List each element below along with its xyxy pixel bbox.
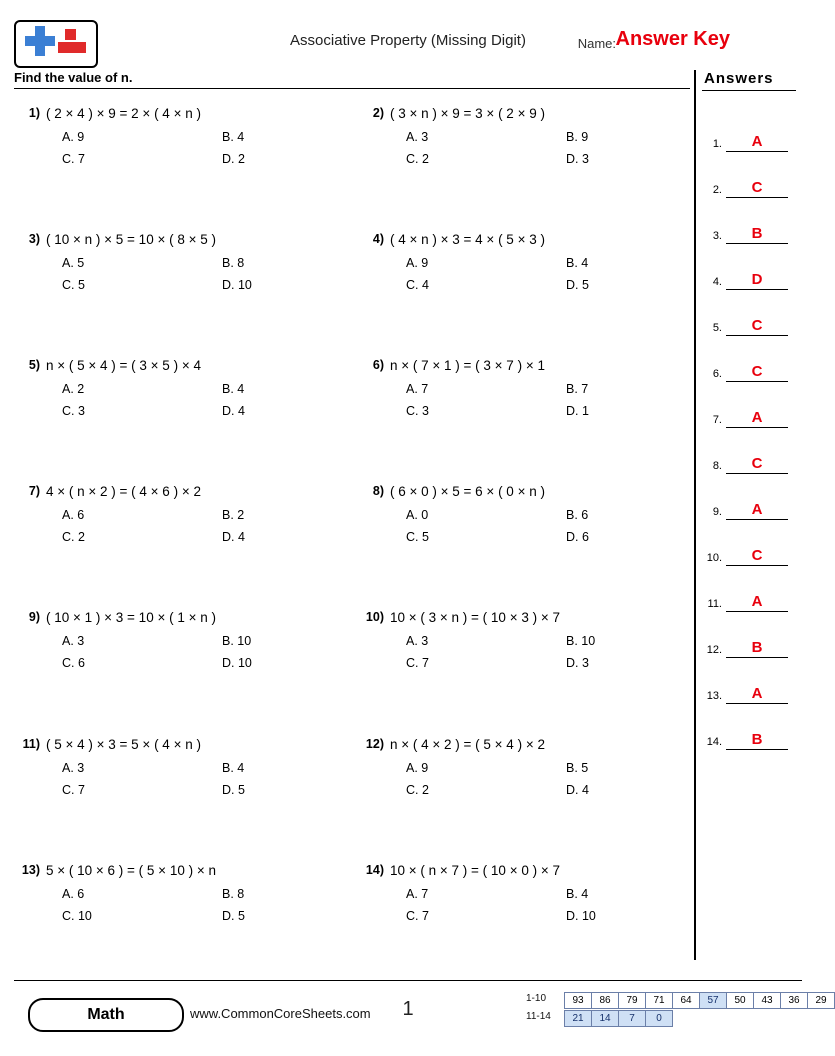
answer-row <box>700 246 800 290</box>
choice-d[interactable]: D. 4 <box>566 783 589 797</box>
page-title: Associative Property (Missing Digit) <box>290 32 526 49</box>
choice-d[interactable]: D. 3 <box>566 656 589 670</box>
answer-index: 12. <box>706 644 722 656</box>
choice-b[interactable]: B. 10 <box>222 634 252 648</box>
scale-cell-highlighted: 7 <box>618 1010 646 1027</box>
answer-row <box>700 614 800 658</box>
choice-d[interactable]: D. 10 <box>222 656 252 670</box>
answer-value: A <box>751 685 763 702</box>
choice-a[interactable]: A. 3 <box>62 761 85 775</box>
answer-index: 3. <box>712 230 722 242</box>
choice-a[interactable]: A. 3 <box>406 634 429 648</box>
answers-title: Answers <box>704 70 774 87</box>
problem-number: 2) <box>372 106 384 120</box>
choice-c[interactable]: C. 6 <box>62 656 85 670</box>
choice-a[interactable]: A. 9 <box>62 130 85 144</box>
scale-cell: 64 <box>672 992 700 1009</box>
answer-row <box>700 706 800 750</box>
choice-c[interactable]: C. 2 <box>406 152 429 166</box>
choice-c[interactable]: C. 7 <box>62 152 85 166</box>
problem-equation: 5 × ( 10 × 6 ) = ( 5 × 10 ) × n <box>46 863 216 878</box>
choice-d[interactable]: D. 10 <box>222 278 252 292</box>
choice-d[interactable]: D. 5 <box>222 783 245 797</box>
answer-key-badge: Answer Key <box>615 28 730 50</box>
choice-list <box>54 761 344 805</box>
problem-equation: 10 × ( n × 7 ) = ( 10 × 0 ) × 7 <box>390 863 560 878</box>
answer-row <box>700 522 800 566</box>
choice-a[interactable]: A. 7 <box>406 887 429 901</box>
scale-cell-highlighted: 57 <box>699 992 727 1009</box>
choice-a[interactable]: A. 6 <box>62 887 85 901</box>
scale-row-label: 1-10 <box>526 993 547 1004</box>
choice-b[interactable]: B. 4 <box>566 256 589 270</box>
problem-number: 9) <box>28 610 40 624</box>
choice-list <box>398 634 688 678</box>
answer-row <box>700 476 800 520</box>
choice-b[interactable]: B. 9 <box>566 130 589 144</box>
problem-number: 3) <box>28 232 40 246</box>
scale-cell-highlighted: 0 <box>645 1010 673 1027</box>
answer-index: 11. <box>707 598 722 610</box>
scale-cell: 50 <box>726 992 754 1009</box>
answer-value: A <box>751 133 763 150</box>
problem-equation: n × ( 5 × 4 ) = ( 3 × 5 ) × 4 <box>46 358 201 373</box>
choice-a[interactable]: A. 3 <box>406 130 429 144</box>
scale-cells <box>564 1010 672 1027</box>
problem-equation: ( 10 × 1 ) × 3 = 10 × ( 1 × n ) <box>46 610 216 625</box>
choice-b[interactable]: B. 5 <box>566 761 589 775</box>
problem-number: 6) <box>372 358 384 372</box>
problem-number: 14) <box>365 863 384 877</box>
problem-number: 12) <box>365 737 384 751</box>
answer-index: 8. <box>712 460 722 472</box>
choice-list <box>54 634 344 678</box>
answer-index: 10. <box>706 552 722 564</box>
problem-equation: ( 5 × 4 ) × 3 = 5 × ( 4 × n ) <box>46 737 201 752</box>
answer-index: 14. <box>706 736 722 748</box>
problem-number: 8) <box>372 484 384 498</box>
choice-list <box>398 382 688 426</box>
problem-number: 13) <box>21 863 40 877</box>
choice-d[interactable]: D. 6 <box>566 530 589 544</box>
choice-b[interactable]: B. 4 <box>222 761 245 775</box>
problem-equation: n × ( 4 × 2 ) = ( 5 × 4 ) × 2 <box>390 737 545 752</box>
choice-b[interactable]: B. 6 <box>566 508 589 522</box>
choice-b[interactable]: B. 2 <box>222 508 245 522</box>
choice-list <box>54 382 344 426</box>
scale-cell: 71 <box>645 992 673 1009</box>
answer-value: B <box>751 639 763 656</box>
answer-index: 9. <box>712 506 722 518</box>
choice-a[interactable]: A. 0 <box>406 508 429 522</box>
choice-b[interactable]: B. 8 <box>222 887 245 901</box>
answer-value: C <box>751 455 763 472</box>
answer-value: B <box>751 225 763 242</box>
choice-c[interactable]: C. 7 <box>62 783 85 797</box>
page-footer <box>14 986 827 1042</box>
subject-label: Math <box>87 1006 125 1023</box>
problem-equation: n × ( 7 × 1 ) = ( 3 × 7 ) × 1 <box>390 358 545 373</box>
problems-container <box>14 92 690 972</box>
choice-c[interactable]: C. 7 <box>406 909 429 923</box>
answer-value: C <box>751 547 763 564</box>
choice-list <box>398 761 688 805</box>
choice-a[interactable]: A. 2 <box>62 382 85 396</box>
scale-cell: 29 <box>807 992 835 1009</box>
problem-number: 1) <box>28 106 40 120</box>
choice-c[interactable]: C. 3 <box>406 404 429 418</box>
choice-c[interactable]: C. 4 <box>406 278 429 292</box>
answer-index: 6. <box>712 368 722 380</box>
problem-number: 4) <box>372 232 384 246</box>
choice-b[interactable]: B. 4 <box>222 130 245 144</box>
choice-c[interactable]: C. 7 <box>406 656 429 670</box>
answers-title-underline <box>702 90 796 91</box>
choice-c[interactable]: C. 10 <box>62 909 92 923</box>
header-divider <box>14 88 690 89</box>
answer-row <box>700 430 800 474</box>
choice-a[interactable]: A. 7 <box>406 382 429 396</box>
choice-c[interactable]: C. 5 <box>62 278 85 292</box>
website-url[interactable]: www.CommonCoreSheets.com <box>190 1006 371 1021</box>
choice-d[interactable]: D. 5 <box>566 278 589 292</box>
choice-d[interactable]: D. 5 <box>222 909 245 923</box>
scale-cell: 36 <box>780 992 808 1009</box>
answer-value: A <box>751 593 763 610</box>
choice-a[interactable]: A. 9 <box>406 761 429 775</box>
grading-scale <box>526 992 827 1028</box>
footer-divider <box>14 980 802 981</box>
answer-value: D <box>751 271 763 288</box>
scale-cell-highlighted: 14 <box>591 1010 619 1027</box>
instructions-text: Find the value of n. <box>14 70 133 85</box>
choice-b[interactable]: B. 8 <box>222 256 245 270</box>
choice-a[interactable]: A. 5 <box>62 256 85 270</box>
scale-cell: 43 <box>753 992 781 1009</box>
answer-index: 13. <box>706 690 722 702</box>
name-label: Name: <box>577 36 616 51</box>
answer-value: A <box>751 409 763 426</box>
choice-b[interactable]: B. 4 <box>222 382 245 396</box>
answer-row <box>700 154 800 198</box>
choice-d[interactable]: D. 4 <box>222 404 245 418</box>
answer-index: 7. <box>712 414 722 426</box>
problem-equation: ( 6 × 0 ) × 5 = 6 × ( 0 × n ) <box>390 484 545 499</box>
problem-equation: 10 × ( 3 × n ) = ( 10 × 3 ) × 7 <box>390 610 560 625</box>
problem-number: 7) <box>28 484 40 498</box>
choice-b[interactable]: B. 10 <box>566 634 596 648</box>
choice-a[interactable]: A. 3 <box>62 634 85 648</box>
page-number: 1 <box>402 998 414 1020</box>
choice-c[interactable]: C. 2 <box>62 530 85 544</box>
scale-cell-highlighted: 21 <box>564 1010 592 1027</box>
problem-equation: ( 4 × n ) × 3 = 4 × ( 5 × 3 ) <box>390 232 545 247</box>
scale-cell: 86 <box>591 992 619 1009</box>
answer-row <box>700 384 800 428</box>
choice-b[interactable]: B. 4 <box>566 887 589 901</box>
choice-list <box>398 887 688 931</box>
choice-a[interactable]: A. 6 <box>62 508 85 522</box>
problem-equation: ( 2 × 4 ) × 9 = 2 × ( 4 × n ) <box>46 106 201 121</box>
choice-list <box>398 256 688 300</box>
choice-list <box>54 887 344 931</box>
answer-row <box>700 292 800 336</box>
choice-c[interactable]: C. 3 <box>62 404 85 418</box>
answer-row <box>700 660 800 704</box>
answer-row <box>700 568 800 612</box>
answer-index: 2. <box>712 184 722 196</box>
choice-d[interactable]: D. 3 <box>566 152 589 166</box>
answer-value: C <box>751 179 763 196</box>
choice-d[interactable]: D. 10 <box>566 909 596 923</box>
choice-b[interactable]: B. 7 <box>566 382 589 396</box>
scale-row-label: 11-14 <box>526 1011 551 1022</box>
problem-number: 5) <box>28 358 40 372</box>
answer-row <box>700 338 800 382</box>
answer-row <box>700 108 800 152</box>
scale-row <box>526 1010 806 1026</box>
problem-equation: ( 10 × n ) × 5 = 10 × ( 8 × 5 ) <box>46 232 216 247</box>
choice-c[interactable]: C. 5 <box>406 530 429 544</box>
choice-list <box>398 508 688 552</box>
answer-row <box>700 200 800 244</box>
scale-cell: 93 <box>564 992 592 1009</box>
answers-sidebar <box>696 70 802 960</box>
problem-equation: ( 3 × n ) × 9 = 3 × ( 2 × 9 ) <box>390 106 545 121</box>
choice-list <box>54 508 344 552</box>
answer-value: A <box>751 501 763 518</box>
choice-list <box>54 130 344 174</box>
scale-cell: 79 <box>618 992 646 1009</box>
problem-number: 11) <box>22 737 40 751</box>
choice-d[interactable]: D. 2 <box>222 152 245 166</box>
scale-cells <box>564 992 834 1009</box>
answer-value: C <box>751 317 763 334</box>
choice-a[interactable]: A. 9 <box>406 256 429 270</box>
answer-index: 5. <box>712 322 722 334</box>
choice-d[interactable]: D. 1 <box>566 404 589 418</box>
answer-index: 4. <box>712 276 722 288</box>
problem-equation: 4 × ( n × 2 ) = ( 4 × 6 ) × 2 <box>46 484 201 499</box>
answer-value: C <box>751 363 763 380</box>
choice-list <box>54 256 344 300</box>
choice-d[interactable]: D. 4 <box>222 530 245 544</box>
page-header <box>14 20 802 66</box>
answer-index: 1. <box>712 138 722 150</box>
problem-number: 10) <box>365 610 384 624</box>
scale-row <box>526 992 827 1008</box>
answer-value: B <box>751 731 763 748</box>
choice-list <box>398 130 688 174</box>
choice-c[interactable]: C. 2 <box>406 783 429 797</box>
